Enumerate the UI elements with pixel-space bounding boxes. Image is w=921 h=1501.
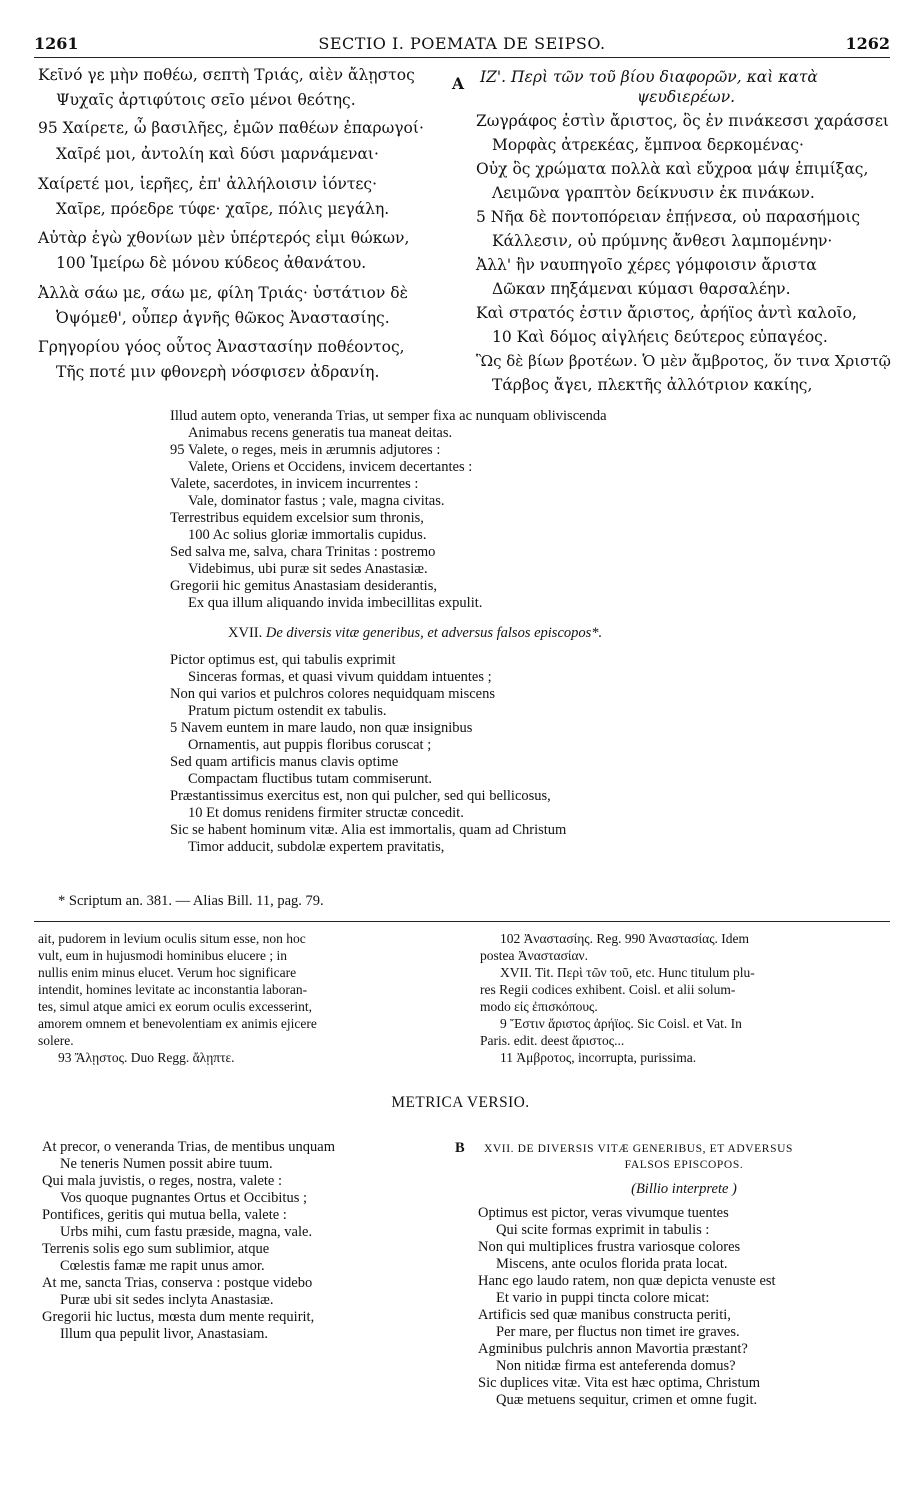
metrica-verse: Non qui multiplices frustra variosque colores: [478, 1239, 741, 1255]
footnote: * Scriptum an. 381. — Alias Bill. 11, pag. 79.: [58, 893, 324, 909]
greek-verse: 100 Ἱμείρω δὲ μόνου κύδεος ἀθανάτου.: [56, 254, 367, 272]
note-line: 93 Ἄλῃστος. Duo Regg. ἄλῃπτε.: [58, 1050, 235, 1065]
greek-verse: Ψυχαῖς ἀρτιφύτοις σεῖο μένοι θεότης.: [56, 91, 356, 109]
latin-verse: Valete, sacerdotes, in invicem incurrentes :: [170, 476, 419, 492]
metrica-verse: At me, sancta Trias, conserva : postque videbo: [42, 1275, 313, 1291]
metrica-verse: Cœlestis famæ me rapit unus amor.: [60, 1258, 265, 1274]
latin-verse: Sinceras formas, et quasi vivum quiddam intuentes ;: [188, 669, 492, 685]
metrica-verse: Urbs mihi, cum fastu præside, magna, vale.: [60, 1224, 313, 1240]
note-line: tes, simul atque amici ex eorum oculis excesserint,: [38, 999, 313, 1014]
greek-verse: Ἀλλὰ σάω με, σάω με, φίλη Τριάς· ὑστάτιον δὲ: [38, 284, 408, 302]
greek-verse: Χαῖρε, πρόεδρε τύφε· χαῖρε, πόλις μεγάλη.: [56, 200, 390, 218]
note-line: solere.: [38, 1033, 74, 1048]
column-letter-b: B: [455, 1140, 465, 1156]
greek-verse: Καὶ στρατός ἐστιν ἄριστος, ἀρήϊος ἀντὶ καλοῖο,: [476, 304, 857, 322]
latin-verse: Timor adducit, subdolæ expertem pravitatis,: [188, 839, 445, 855]
metrica-verse: Quæ metuens sequitur, crimen et omne fugit.: [496, 1392, 758, 1408]
header-rule: [34, 57, 890, 58]
page-number-right: 1262: [845, 34, 890, 53]
greek-poem-title: IZ'. Περὶ τῶν τοῦ βίου διαφορῶν, καὶ κατὰ: [480, 68, 818, 86]
metrica-verse: Agminibus pulchris annon Mavortia præstant?: [478, 1341, 748, 1357]
note-line: ait, pudorem in levium oculis situm esse, non hoc: [38, 931, 306, 946]
running-title: SECTIO I. POEMATA DE SEIPSO.: [318, 34, 606, 53]
metrica-verse: Non nitidæ firma est anteferenda domus?: [496, 1358, 736, 1374]
metrica-heading: XVII. DE DIVERSIS VITÆ GENERIBUS, ET ADVERSUS: [484, 1143, 793, 1155]
metrica-verse: At precor, o veneranda Trias, de mentibus unquam: [42, 1139, 335, 1155]
note-line: 9 Ἔστιν ἄριστος ἀρήϊος. Sic Coisl. et Vat. In: [500, 1016, 742, 1031]
section-title: De diversis vitæ generibus, et adversus falsos episcopos*.: [265, 625, 603, 641]
greek-verse: Μορφὰς ἀτρεκέας, ἔμπνοα δερκομένας·: [492, 136, 804, 154]
latin-verse: 5 Navem euntem in mare laudo, non quæ insignibus: [170, 720, 473, 736]
latin-verse: Sic se habent hominum vitæ. Alia est immortalis, quam ad Christum: [170, 822, 567, 838]
note-line: vult, eum in hujusmodi hominibus elucere ; in: [38, 948, 287, 963]
column-letter-a: A: [452, 74, 465, 93]
greek-verse: Δῶκαν πηξάμεναι κύμασι θαρσαλέην.: [492, 280, 791, 298]
metrica-verse: Miscens, ante oculos florida prata locat.: [496, 1256, 728, 1272]
greek-verse: Λειμῶνα γραπτὸν δείκνυσιν ἐκ πινάκων.: [492, 184, 815, 202]
latin-verse: Ex qua illum aliquando invida imbecillitas expulit.: [188, 595, 483, 611]
note-line: 11 Ἀμβροτος, incorrupta, purissima.: [500, 1050, 697, 1065]
latin-verse: Sed quam artificis manus clavis optime: [170, 754, 399, 770]
latin-verse: Animabus recens generatis tua maneat deitas.: [188, 425, 453, 441]
greek-verse: Χαίρετέ μοι, ἱερῆες, ἐπ' ἀλλήλοισιν ἰόντες·: [38, 175, 378, 193]
greek-verse: Οὐχ ὃς χρώματα πολλὰ καὶ εὔχροα μάψ ἐπιμίξας,: [476, 160, 869, 178]
latin-section-heading: [228, 626, 602, 641]
note-line: intendit, homines levitate ac inconstantia laboran-: [38, 982, 308, 997]
note-line: res Regii codices exhibent. Coisl. et alii solum-: [480, 982, 736, 997]
metrica-verse: Vos quoque pugnantes Ortus et Occibitus ;: [60, 1190, 308, 1206]
metrica-verse: Hanc ego laudo ratem, non quæ depicta venuste est: [478, 1273, 776, 1289]
greek-verse: 95 Χαίρετε, ὦ βασιλῆες, ἐμῶν παθέων ἐπαρωγοί·: [38, 119, 424, 137]
latin-verse: Sed salva me, salva, chara Trinitas : postremo: [170, 544, 436, 560]
metrica-verse: Puræ ubi sit sedes inclyta Anastasiæ.: [60, 1292, 274, 1308]
latin-verse: Non qui varios et pulchros colores nequidquam miscens: [170, 686, 495, 702]
metrica-verse: Illum qua pepulit livor, Anastasiam.: [60, 1326, 269, 1342]
latin-verse: Pictor optimus est, qui tabulis exprimit: [170, 652, 396, 668]
note-line: XVII. Tit. Περὶ τῶν τοῦ, etc. Hunc titulum plu-: [500, 965, 755, 980]
greek-verse: Κάλλεσιν, οὐ πρύμνης ἄνθεσι λαμπομένην·: [492, 232, 833, 250]
page-number-left: 1261: [34, 34, 79, 53]
latin-verse: Pratum pictum ostendit ex tabulis.: [188, 703, 387, 719]
greek-verse: Ὣς δὲ βίων βροτέων. Ὁ μὲν ἄμβροτος, ὅν τινα Χριστῷ: [476, 352, 891, 370]
metrica-verse: Sic duplices vitæ. Vita est hæc optima, Christum: [478, 1375, 760, 1391]
greek-verse: Χαῖρέ μοι, ἀντολίη καὶ δύσι μαρνάμεναι·: [56, 145, 379, 163]
note-line: modo εἰς ἐπισκόπους.: [480, 999, 598, 1014]
metrica-verse: Qui mala juvistis, o reges, nostra, valete :: [42, 1173, 283, 1189]
latin-verse: Vale, dominator fastus ; vale, magna civitas.: [188, 493, 445, 509]
greek-verse: Ζωγράφος ἐστὶν ἄριστος, ὃς ἐν πινάκεσσι χαράσσει: [476, 112, 889, 130]
latin-verse: 100 Ac solius gloriæ immortalis cupidus.: [188, 527, 427, 543]
latin-verse: 10 Et domus renidens firmiter structæ concedit.: [188, 805, 464, 821]
metrica-verse: Terrenis solis ego sum sublimior, atque: [42, 1241, 270, 1257]
metrica-verse: Gregorii hic luctus, mœsta dum mente requirit,: [42, 1309, 315, 1325]
note-line: nullis enim minus elucet. Verum hoc significare: [38, 965, 297, 980]
metrica-verse: Et vario in puppi tincta colore micat:: [496, 1290, 710, 1306]
latin-verse: 95 Valete, o reges, meis in ærumnis adjutores :: [170, 442, 441, 458]
greek-verse: Τῆς ποτέ μιν φθονερὴ νόσφισεν ἀδρανίη.: [56, 363, 380, 381]
greek-verse: 10 Καὶ δόμος αἰγλήεις δεύτερος εὐπαγέος.: [492, 328, 828, 346]
metrica-verse: Optimus est pictor, veras vivumque tuentes: [478, 1205, 729, 1221]
greek-poem-title: ψευδιερέων.: [637, 88, 736, 106]
latin-verse: Videbimus, ubi puræ sit sedes Anastasiæ.: [188, 561, 428, 577]
metrica-verse: Per mare, per fluctus non timet ire graves.: [496, 1324, 740, 1340]
latin-verse: Gregorii hic gemitus Anastasiam desiderantis,: [170, 578, 437, 594]
latin-verse: Valete, Oriens et Occidens, invicem decertantes :: [188, 459, 473, 475]
section-number: XVII.: [228, 625, 263, 641]
metrica-verse: Ne teneris Numen possit abire tuum.: [60, 1156, 273, 1172]
metrica-interpreter: (Billio interprete ): [631, 1181, 737, 1197]
latin-verse: Illud autem opto, veneranda Trias, ut semper fixa ac nunquam obliviscenda: [170, 408, 607, 424]
metrica-verse: Pontifices, geritis qui mutua bella, valete :: [42, 1207, 287, 1223]
notes-rule: [34, 921, 890, 922]
note-line: 102 Ἀναστασίης. Reg. 990 Ἀναστασίας. Idem: [500, 931, 750, 946]
running-header: [34, 34, 890, 56]
metrica-verse: Artificis sed quæ manibus constructa periti,: [478, 1307, 731, 1323]
latin-verse: Præstantissimus exercitus est, non qui pulcher, sed qui bellicosus,: [170, 788, 551, 804]
note-line: Paris. edit. deest ἄριστος...: [480, 1033, 625, 1048]
greek-verse: Τάρβος ἄγει, πλεκτῆς ἀλλότριον κακίης,: [492, 376, 813, 394]
latin-verse: Compactam fluctibus tutam commiserunt.: [188, 771, 433, 787]
note-line: postea Ἀναστασίαν.: [480, 948, 589, 963]
note-line: amorem omnem et benevolentiam ex animis ejicere: [38, 1016, 317, 1031]
metrica-title: METRICA VERSIO.: [391, 1094, 530, 1111]
greek-verse: Ὀψόμεθ', οὗπερ ἁγνῆς θῶκος Ἀναστασίης.: [56, 309, 390, 327]
greek-verse: Αὐτὰρ ἐγὼ χθονίων μὲν ὑπέρτερός εἰμι θώκων,: [38, 229, 410, 247]
metrica-verse: Qui scite formas exprimit in tabulis :: [496, 1222, 710, 1238]
greek-verse: Κεῖνό γε μὴν ποθέω, σεπτὴ Τριάς, αἰὲν ἄλῃστος: [38, 66, 415, 84]
greek-verse: Ἀλλ' ἣν ναυπηγοῖο χέρες γόμφοισιν ἄριστα: [476, 256, 817, 274]
latin-verse: Ornamentis, aut puppis floribus coruscat ;: [188, 737, 432, 753]
greek-verse: Γρηγορίου γόος οὗτος Ἀναστασίην ποθέοντος,: [38, 338, 405, 356]
latin-verse: Terrestribus equidem excelsior sum thronis,: [170, 510, 424, 526]
greek-verse: 5 Νῆα δὲ ποντοπόρειαν ἐπῄνεσα, οὐ παρασήμοις: [476, 208, 861, 226]
metrica-heading: FALSOS EPISCOPOS.: [624, 1159, 744, 1171]
